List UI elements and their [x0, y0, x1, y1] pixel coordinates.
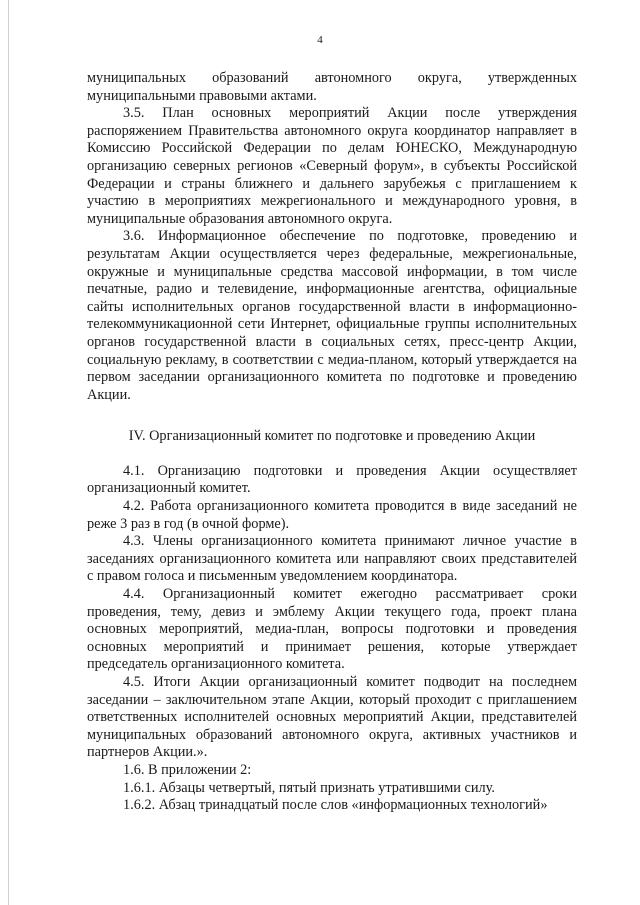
page-edge-line: [8, 0, 9, 905]
paragraph-4-2: 4.2. Работа организационного комитета проводится в виде заседаний не реже 3 раз в год (в очной форме).: [87, 498, 577, 532]
paragraph-1-6: 1.6. В приложении 2:: [123, 761, 252, 778]
paragraph-4-4: 4.4. Организационный комитет ежегодно рассматривает сроки проведения, тему, девиз и эмблему Акции текущего года, проект плана основных мероприятий, медиа-план, вопросы подготовки и проведения основных мероприятий и принимает решения, которые утверждает председатель организационного комитета.: [87, 586, 577, 673]
paragraph-3-6: 3.6. Информационное обеспечение по подготовке, проведению и результатам Акции осуществляется через федеральные, межрегиональные, окружные и муниципальные средства массовой информации, в том числе печатные, радио и телевидение, информационные агентства, официальные сайты исполнительных органов государственной власти в информационно-телекоммуникационной сети Интернет, официальные группы исполнительных органов государственной власти в социальных сетях, пресс-центр Акции, социальную рекламу, в соответствии с медиа-планом, который утверждается на первом заседании организационного комитета по подготовке и проведению Акции.: [87, 228, 577, 403]
paragraph-continuation: муниципальных образований автономного округа, утвержденных муниципальными правовыми актами.: [87, 70, 577, 104]
page-number: 4: [317, 34, 323, 46]
paragraph-1-6-2: 1.6.2. Абзац тринадцатый после слов «информационных технологий»: [123, 797, 548, 814]
paragraph-3-5: 3.5. План основных мероприятий Акции после утверждения распоряжением Правительства автономного округа координатор направляет в Комиссию Российской Федерации по делам ЮНЕСКО, Международную организацию северных регионов «Северный форум», в субъекты Российской Федерации и страны ближнего и дальнего зарубежья с приглашением к участию в мероприятиях межрегионального и международного уровня, в муниципальные образования автономного округа.: [87, 105, 577, 227]
paragraph-4-5: 4.5. Итоги Акции организационный комитет подводит на последнем заседании – заключительном этапе Акции, который проходит с приглашением ответственных исполнителей основных мероприятий Акции, представителей муниципальных образований автономного округа, активных участников и партнеров Акции.».: [87, 674, 577, 761]
document-body: [87, 70, 577, 815]
section-heading: IV. Организационный комитет по подготовке и проведению Акции: [128, 428, 536, 445]
paragraph-1-6-1: 1.6.1. Абзацы четвертый, пятый признать утратившими силу.: [123, 779, 495, 796]
paragraph-4-3: 4.3. Члены организационного комитета принимают личное участие в заседаниях организационного комитета или направляют своих представителей с правом голоса и письменным уведомлением координатора.: [87, 533, 577, 585]
paragraph-4-1: 4.1. Организацию подготовки и проведения Акции осуществляет организационный комитет.: [87, 462, 577, 497]
